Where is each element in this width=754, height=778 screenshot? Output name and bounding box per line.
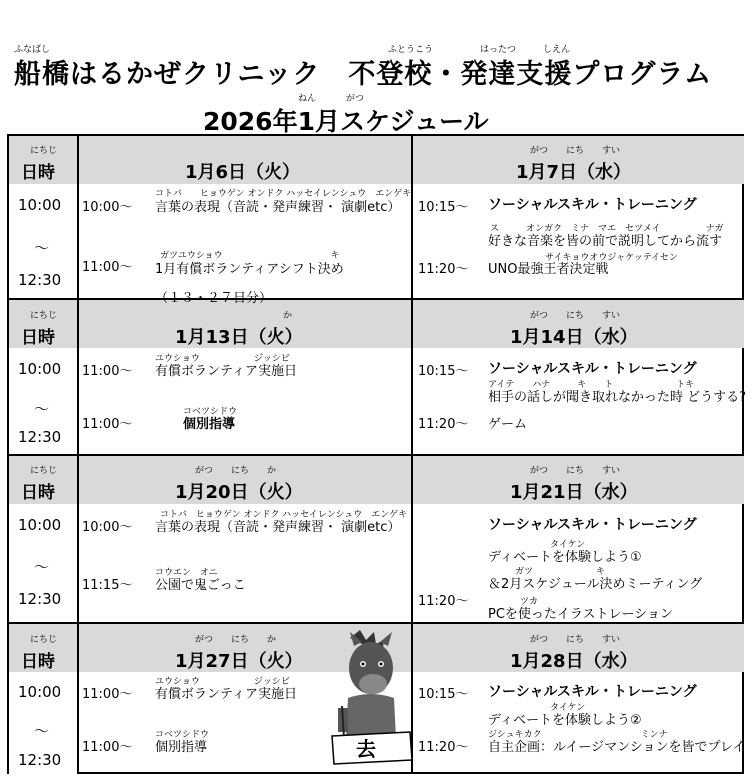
event-text: UNO最強王者決定戦 bbox=[488, 262, 609, 277]
event-text: 有償ボランティア実施日 bbox=[155, 687, 297, 702]
event-text: 言葉の表現（音読・発声練習・ 演劇etc） bbox=[155, 520, 401, 535]
time-end: 12:30 bbox=[18, 271, 62, 289]
date-ruby: がつ にち すい bbox=[530, 311, 621, 321]
date-ruby: がつ にち すい bbox=[530, 146, 621, 156]
furigana: サイキョウオウジャケッテイセン bbox=[545, 253, 678, 263]
furigana: ジシュキカク ミンナ bbox=[488, 730, 668, 740]
date-ruby: がつ にち すい bbox=[530, 466, 621, 476]
event-time: 11:15～ bbox=[82, 578, 133, 593]
furigana: タイケン bbox=[550, 703, 586, 713]
event-text: ソーシャルスキル・トレーニング bbox=[488, 361, 697, 377]
time-end: 12:30 bbox=[18, 428, 62, 446]
horse-calligraphy-illustration bbox=[330, 628, 412, 768]
furigana: ガツユウショウ キ bbox=[160, 251, 340, 261]
furigana: コトバ ヒョウゲン オンドク ハッセイレンシュウ エンゲキ bbox=[155, 189, 412, 199]
event-time: 11:00～ bbox=[82, 740, 133, 755]
time-start: 10:00 bbox=[18, 360, 62, 378]
time-end: 12:30 bbox=[18, 590, 62, 608]
furigana: ス オンガク ミナ マエ セツメイ ナガ bbox=[490, 224, 724, 234]
event-time: 11:20～ bbox=[418, 740, 469, 755]
event-time: 10:15～ bbox=[418, 200, 469, 215]
event-text: ディベートを体験しよう② bbox=[488, 713, 642, 728]
brush-char: 去 bbox=[356, 737, 376, 761]
time-tilde: ～ bbox=[34, 558, 50, 576]
event-text: ディベートを体験しよう① bbox=[488, 550, 642, 565]
event-text: 言葉の表現（音読・発声練習・ 演劇etc） bbox=[155, 200, 401, 215]
furigana: ガツ キ bbox=[515, 567, 606, 577]
date-ruby: がつ にち か bbox=[195, 635, 277, 645]
nichiji-ruby: にちじ bbox=[30, 635, 58, 645]
time-end: 12:30 bbox=[18, 751, 62, 769]
time-start: 10:00 bbox=[18, 683, 62, 701]
event-time: 11:00～ bbox=[82, 260, 133, 275]
date-ruby: がつ にち すい bbox=[530, 635, 621, 645]
date-header-jan21: 1月21日（水） bbox=[510, 482, 638, 503]
event-time: 11:00～ bbox=[82, 364, 133, 379]
furigana: ツカ bbox=[520, 597, 539, 607]
divider bbox=[9, 622, 742, 624]
event-text: （１３・２７日分） bbox=[155, 291, 273, 306]
date-header-jan7: 1月7日（水） bbox=[516, 162, 632, 183]
event-text: 1月有償ボランティアシフト決め bbox=[155, 262, 344, 277]
furigana: コベツシドウ bbox=[155, 730, 210, 740]
event-text: 好きな音楽を皆の前で説明してから流す bbox=[488, 234, 723, 249]
page-title: 船橋はるかぜクリニック 不登校・発達支援プログラム bbox=[14, 59, 713, 90]
date-header-jan28: 1月28日（水） bbox=[510, 651, 638, 672]
event-time: 11:00～ bbox=[82, 687, 133, 702]
furigana: コウエン オニ bbox=[155, 568, 218, 578]
nichiji-label: 日時 bbox=[21, 652, 55, 672]
furigana: アイテ ハナ キ ト トキ bbox=[488, 380, 695, 390]
date-header-jan20: 1月20日（火） bbox=[175, 482, 303, 503]
title-ruby-hattatsu: はったつ bbox=[480, 45, 517, 55]
horse-pupil bbox=[362, 663, 365, 666]
nichiji-label: 日時 bbox=[21, 328, 55, 348]
divider bbox=[9, 454, 742, 456]
furigana: ユウショウ ジッシビ bbox=[155, 354, 290, 364]
nichiji-label: 日時 bbox=[21, 163, 55, 183]
horse-pupil bbox=[380, 663, 383, 666]
event-text: ＆2月スケジュール決めミーティング bbox=[488, 577, 703, 592]
date-header-jan14: 1月14日（水） bbox=[510, 327, 638, 348]
date-header-jan6: 1月6日（火） bbox=[185, 162, 301, 183]
event-text: ソーシャルスキル・トレーニング bbox=[488, 197, 697, 213]
title-ruby-shien: しえん bbox=[543, 45, 571, 55]
nichiji-label: 日時 bbox=[21, 483, 55, 503]
title-ruby-nen: ねん bbox=[298, 94, 317, 104]
event-text: ゲーム bbox=[488, 417, 528, 432]
event-text: ソーシャルスキル・トレーニング bbox=[488, 517, 697, 533]
furigana: コトバ ヒョウゲン オンドク ハッセイレンシュウ エンゲキ bbox=[160, 510, 408, 520]
event-time: 10:00～ bbox=[82, 520, 133, 535]
event-text: ソーシャルスキル・トレーニング bbox=[488, 684, 697, 700]
event-time: 11:00～ bbox=[82, 417, 133, 432]
nichiji-ruby: にちじ bbox=[30, 466, 58, 476]
title-ruby-futoukou: ふとうこう bbox=[388, 45, 434, 55]
title-ruby-funabashi: ふなばし bbox=[14, 45, 51, 55]
time-start: 10:00 bbox=[18, 196, 62, 214]
date-header-jan13: 1月13日（火） bbox=[175, 327, 303, 348]
furigana: コベツシドウ bbox=[183, 407, 238, 417]
nichiji-ruby: にちじ bbox=[30, 311, 58, 321]
divider bbox=[9, 298, 742, 300]
horse-muzzle bbox=[359, 674, 387, 694]
time-tilde: ～ bbox=[34, 722, 50, 740]
event-time: 11:20～ bbox=[418, 594, 469, 609]
event-text: 個別指導 bbox=[183, 417, 236, 432]
nichiji-ruby: にちじ bbox=[30, 146, 58, 156]
event-time: 10:15～ bbox=[418, 687, 469, 702]
time-tilde: ～ bbox=[34, 400, 50, 418]
date-ruby: か bbox=[283, 311, 293, 321]
title-ruby-gatsu: がつ bbox=[346, 94, 365, 104]
event-time: 10:15～ bbox=[418, 364, 469, 379]
event-time: 10:00～ bbox=[82, 200, 133, 215]
event-text: PCを使ったイラストレーション bbox=[488, 607, 674, 622]
furigana: タイケン bbox=[550, 540, 586, 550]
event-text: 相手の話しが聞き取れなかった時 どうする? bbox=[488, 390, 747, 405]
event-text: 個別指導 bbox=[155, 740, 208, 755]
event-time: 11:20～ bbox=[418, 417, 469, 432]
horse-body bbox=[346, 694, 396, 738]
date-ruby: がつ にち か bbox=[195, 466, 277, 476]
time-start: 10:00 bbox=[18, 516, 62, 534]
event-text: 有償ボランティア実施日 bbox=[155, 364, 297, 379]
event-time: 11:20～ bbox=[418, 262, 469, 277]
event-text: 自主企画：ルイージマンションを皆でプレイ bbox=[488, 740, 746, 755]
furigana: ユウショウ ジッシビ bbox=[155, 677, 290, 687]
event-text: 公園で鬼ごっこ bbox=[155, 578, 246, 593]
time-tilde: ～ bbox=[34, 239, 50, 257]
page-subtitle: 2026年1月スケジュール bbox=[203, 107, 489, 136]
date-header-jan27: 1月27日（火） bbox=[175, 651, 303, 672]
